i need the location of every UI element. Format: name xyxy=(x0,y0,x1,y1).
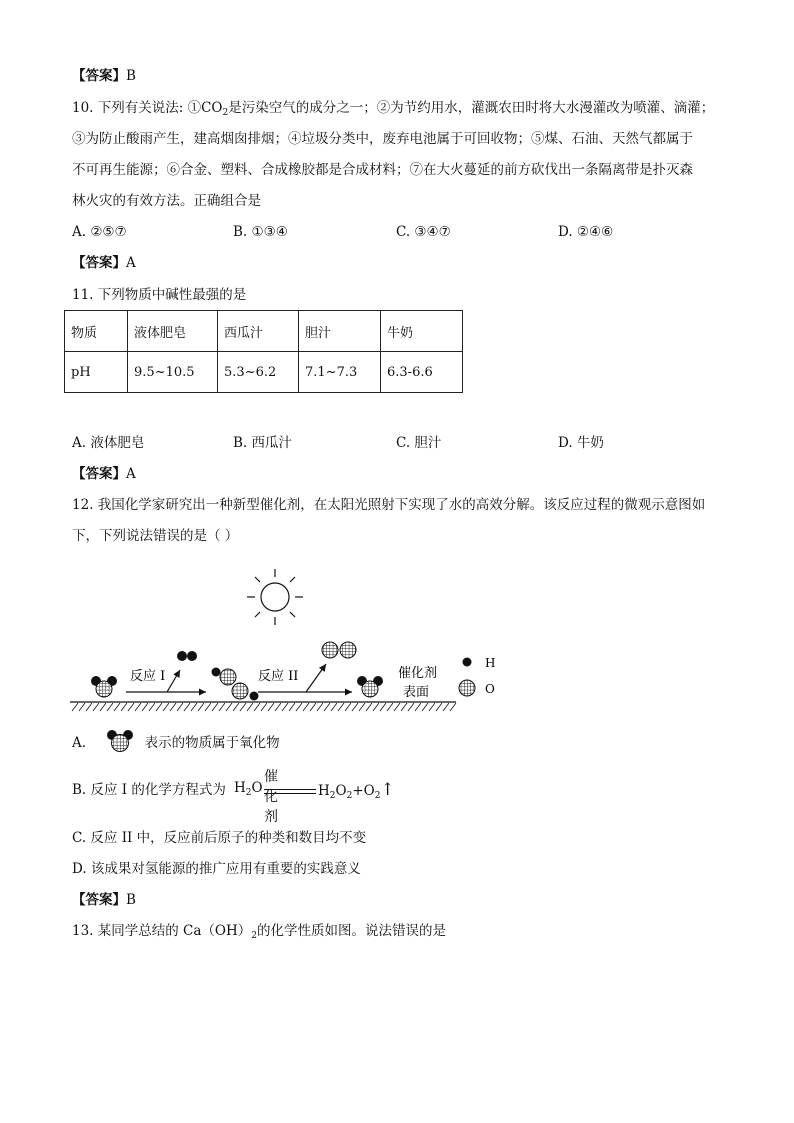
catalyst-label-2: 表面 xyxy=(403,685,430,700)
eq-part: +O xyxy=(352,783,375,799)
q11-option-d: D. 牛奶 xyxy=(558,435,604,451)
table-cell: 液体肥皂 xyxy=(128,311,218,352)
table-cell: 9.5~10.5 xyxy=(128,352,218,393)
q10-option-c: C. ③④⑦ xyxy=(396,224,451,240)
q10-line-3: 不可再生能源；⑥合金、塑料、合成橡胶都是合成材料；⑦在大火蔓延的前方砍伐出一条隔离带是扑灭森 xyxy=(72,162,693,178)
equals-sign xyxy=(264,789,316,794)
water-molecule-icon xyxy=(357,676,383,697)
table-row xyxy=(65,311,463,352)
water-molecule-icon xyxy=(104,729,138,753)
table-cell: 物质 xyxy=(65,311,128,352)
eq-part: H xyxy=(318,783,330,799)
equation-rhs xyxy=(318,780,395,801)
answer-value: B xyxy=(126,892,136,908)
q10-option-d: D. ②④⑥ xyxy=(558,224,614,240)
catalyst-surface xyxy=(70,702,456,711)
q12-line-2: 下，下列说法错误的是（ ） xyxy=(72,528,239,544)
reaction-2-label: 反应 II xyxy=(258,669,299,684)
option-letter: A. xyxy=(72,735,87,751)
q11-stem: 11. 下列物质中碱性最强的是 xyxy=(72,287,247,303)
ph-table xyxy=(64,310,463,393)
q12-option-b-label: B. 反应 I 的化学方程式为 xyxy=(72,782,226,798)
hydrogen-molecule-icon xyxy=(177,651,197,661)
table-cell: 西瓜汁 xyxy=(218,311,299,352)
hydrogen-peroxide-molecule-icon xyxy=(212,668,259,701)
eq-part: H xyxy=(234,780,246,796)
q13-text: 的化学性质如图。说法错误的是 xyxy=(257,923,447,939)
q10-option-a: A. ②⑤⑦ xyxy=(72,224,127,240)
legend-h: H xyxy=(485,656,496,670)
equation-lhs xyxy=(234,780,263,798)
answer-label: 【答案】 xyxy=(72,892,126,908)
reaction-1-label: 反应 I xyxy=(130,669,166,684)
q10-text: 是污染空气的成分之一；②为节约用水，灌溉农田时将大水漫灌改为喷灌、滴灌； xyxy=(228,100,715,116)
arrow-up-icon xyxy=(306,664,326,692)
q11-option-a: A. 液体肥皂 xyxy=(72,435,145,451)
table-cell: 7.1~7.3 xyxy=(299,352,381,393)
sun-icon xyxy=(247,569,303,625)
answer-line-9 xyxy=(72,66,136,86)
q10-text: 10. 下列有关说法: ①CO xyxy=(72,100,223,116)
q10-option-b: B. ①③④ xyxy=(233,224,288,240)
q13-text: 13. 某同学总结的 Ca（OH） xyxy=(72,923,252,939)
answer-label: 【答案】 xyxy=(72,68,126,84)
q13-stem xyxy=(72,921,446,946)
q12-option-a xyxy=(72,729,280,753)
subscript: 2 xyxy=(346,791,353,801)
table-cell: 胆汁 xyxy=(299,311,381,352)
answer-value: A xyxy=(126,466,136,482)
answer-line-10 xyxy=(72,253,136,273)
q11-option-c: C. 胆汁 xyxy=(396,435,442,451)
eq-part: O xyxy=(335,783,347,799)
option-text: 表示的物质属于氧化物 xyxy=(144,735,280,751)
answer-label: 【答案】 xyxy=(72,466,126,482)
table-row xyxy=(65,352,463,393)
answer-label: 【答案】 xyxy=(72,255,126,271)
q12-line-1: 12. 我国化学家研究出一种新型催化剂，在太阳光照射下实现了水的高效分解。该反应过程的微观示意图如 xyxy=(72,497,706,513)
gas-arrow-icon: ↑ xyxy=(380,780,395,800)
eq-part: O xyxy=(251,780,263,796)
water-molecule-icon xyxy=(91,676,117,697)
answer-value: B xyxy=(126,68,136,84)
q12-option-c: C. 反应 II 中，反应前后原子的种类和数目均不变 xyxy=(72,830,367,846)
answer-value: A xyxy=(126,255,136,271)
q10-line-4: 林火灾的有效方法。正确组合是 xyxy=(72,193,261,209)
oxygen-molecule-icon xyxy=(322,642,356,658)
legend-o: O xyxy=(485,682,495,696)
q12-option-d: D. 该成果对氢能源的推广应用有重要的实践意义 xyxy=(72,861,361,877)
answer-line-12 xyxy=(72,890,136,910)
subscript: 2 xyxy=(222,108,229,118)
catalyst-label: 催化剂 xyxy=(398,666,438,681)
arrow-up-icon xyxy=(167,670,180,692)
table-cell: 牛奶 xyxy=(381,311,463,352)
q10-line-2: ③为防止酸雨产生，建高烟囱排烟；④垃圾分类中，废弃电池属于可回收物；⑤煤、石油、天然气都属于 xyxy=(72,131,693,147)
hydrogen-atom-icon xyxy=(463,658,472,667)
table-cell: pH xyxy=(65,352,128,393)
table-cell: 5.3~6.2 xyxy=(218,352,299,393)
q11-option-b: B. 西瓜汁 xyxy=(233,435,293,451)
subscript: 2 xyxy=(245,788,252,798)
subscript: 2 xyxy=(374,791,381,801)
q10-line-1 xyxy=(72,98,714,123)
table-cell: 6.3-6.6 xyxy=(381,352,463,393)
oxygen-atom-icon xyxy=(459,680,475,696)
answer-line-11 xyxy=(72,464,136,484)
subscript: 2 xyxy=(329,791,336,801)
reaction-diagram xyxy=(64,565,504,715)
catalyst-condition: 催化剂 xyxy=(264,769,278,825)
subscript: 2 xyxy=(251,931,258,941)
